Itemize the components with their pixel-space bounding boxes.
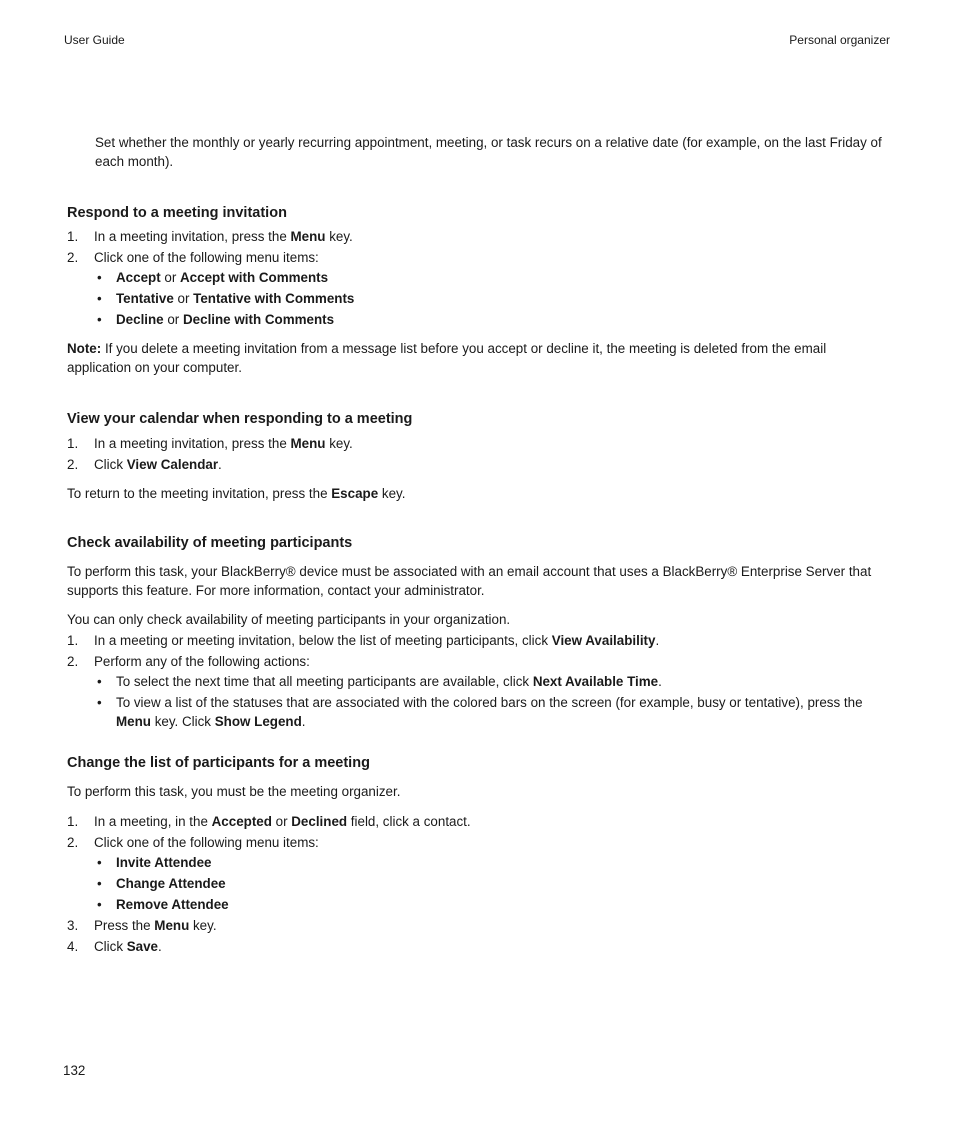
participants-options xyxy=(94,853,890,914)
availability-action-legend: • To view a list of the statuses that are associated with the colored bars on the screen (for example, busy or tentative), press the Menu key. Click Show Legend. xyxy=(97,695,863,729)
respond-steps xyxy=(67,227,890,329)
availability-scope: You can only check availability of meeting participants in your organization. xyxy=(67,612,511,627)
view-calendar-steps xyxy=(67,434,890,474)
respond-options xyxy=(94,268,890,329)
participants-step-1: 1. In a meeting, in the Accepted or Declined field, click a contact. xyxy=(67,814,471,829)
participants-step-3: 3. Press the Menu key. xyxy=(67,918,217,933)
respond-step-2: 2. Click one of the following menu items: • Accept or Accept with Comments • Tentative or Tentative with Comments • Decline or Decline with Comments xyxy=(67,248,890,329)
participants-requirement: To perform this task, you must be the meeting organizer. xyxy=(67,784,401,799)
header-section-title: Personal organizer xyxy=(789,33,890,47)
section-title-check-availability: Check availability of meeting participants xyxy=(67,535,353,551)
participants-option-remove: • Remove Attendee xyxy=(97,897,229,912)
participants-step-2: 2. Click one of the following menu items: • Invite Attendee • Change Attendee • Remove Attendee xyxy=(67,833,890,914)
availability-step-1: 1. In a meeting or meeting invitation, below the list of meeting participants, click View Availability. xyxy=(67,633,660,648)
page-number: 132 xyxy=(63,1063,86,1078)
section-title-respond: Respond to a meeting invitation xyxy=(67,205,287,221)
intro-paragraph: Set whether the monthly or yearly recurring appointment, meeting, or task recurs on a relative date (for example, on the last Friday of each month). xyxy=(95,135,882,169)
respond-option-decline: • Decline or Decline with Comments xyxy=(97,312,335,327)
respond-option-accept: • Accept or Accept with Comments xyxy=(97,270,329,285)
section-title-view-calendar: View your calendar when responding to a meeting xyxy=(67,411,413,427)
availability-steps xyxy=(67,631,890,731)
respond-step-1: 1. In a meeting invitation, press the Menu key. xyxy=(67,229,353,244)
view-calendar-step-2: 2. Click View Calendar. xyxy=(67,457,222,472)
participants-step-4: 4. Click Save. xyxy=(67,939,162,954)
participants-steps xyxy=(67,812,890,956)
availability-action-next-time: • To select the next time that all meeting participants are available, click Next Available Time. xyxy=(97,674,662,689)
respond-note: Note: If you delete a meeting invitation from a message list before you accept or decline it, the meeting is deleted from the email application on your computer. xyxy=(67,341,827,375)
respond-option-tentative: • Tentative or Tentative with Comments xyxy=(97,291,355,306)
availability-actions xyxy=(94,672,890,731)
view-calendar-return-note: To return to the meeting invitation, press the Escape key. xyxy=(67,486,406,501)
availability-step-2: 2. Perform any of the following actions: • To select the next time that all meeting participants are available, click Next Available Time. • To view a list of the statuses that are associated with the colored bars on the screen (for example, busy or tentative), press the Menu key. Click Show Legend. xyxy=(67,652,890,731)
participants-option-invite: • Invite Attendee xyxy=(97,855,212,870)
page-content xyxy=(67,133,890,958)
section-title-change-participants: Change the list of participants for a meeting xyxy=(67,755,370,771)
view-calendar-step-1: 1. In a meeting invitation, press the Menu key. xyxy=(67,436,353,451)
header-guide-title: User Guide xyxy=(64,33,125,47)
participants-option-change: • Change Attendee xyxy=(97,876,226,891)
availability-requirement: To perform this task, your BlackBerry® device must be associated with an email account that uses a BlackBerry® Enterprise Server that supports this feature. For more information, contact your administrator. xyxy=(67,564,872,598)
